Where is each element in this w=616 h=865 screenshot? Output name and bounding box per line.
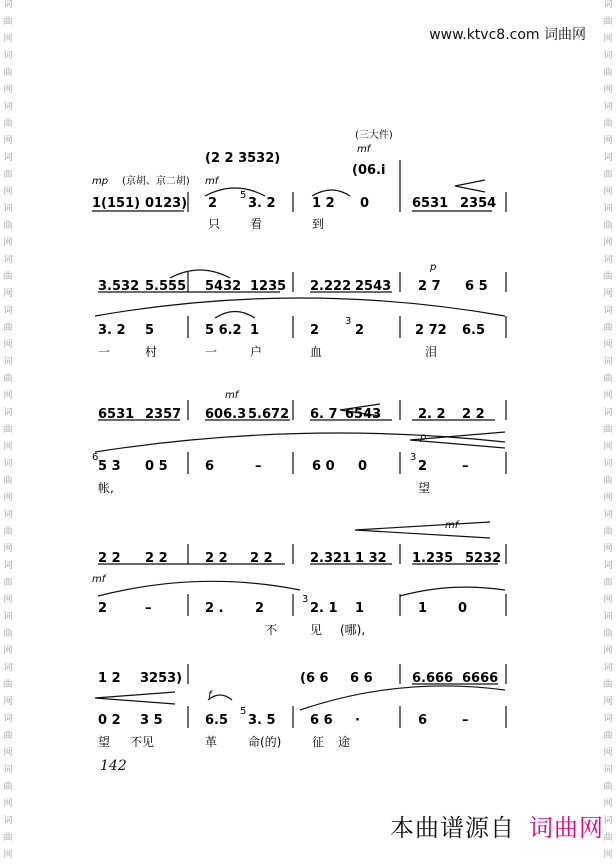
watermark-left: 词 曲 网 词 曲 网 词 曲 网 词 曲 网 词 曲 网 词 曲 网 词 曲 网 词 曲 网 词 曲 网 词 曲 网 词 曲 网 词 曲 网 词 曲 网 词 曲 网 词 曲 网 词 曲 网 词 曲 网 xyxy=(3,0,13,860)
note: 2 . xyxy=(205,601,224,616)
note: 6543 xyxy=(345,407,382,422)
dynamic-mf: mf xyxy=(92,574,106,585)
note: 2357 xyxy=(145,407,182,422)
grace-note: 3 xyxy=(345,316,352,327)
note: 1 xyxy=(355,601,365,616)
note: 1 xyxy=(418,601,428,616)
lyric: 到 xyxy=(312,217,325,231)
grace-note: 3 xyxy=(302,594,309,605)
lyric: 户 xyxy=(250,345,263,359)
page-number: 142 xyxy=(100,758,127,774)
note: 2 xyxy=(255,601,265,616)
lyric: 望 xyxy=(418,481,431,495)
note: 6666 xyxy=(462,671,499,686)
lyric: 一 xyxy=(98,345,111,359)
note: · xyxy=(355,713,360,728)
lyric: 不 xyxy=(265,623,278,637)
lyric: 望 xyxy=(98,735,111,749)
note: 2 2 xyxy=(145,551,168,566)
note: 5 3 xyxy=(98,459,121,474)
phrase-arc xyxy=(400,587,505,596)
note: 5432 xyxy=(205,279,242,294)
note: 2 xyxy=(310,323,320,338)
note: 6.5 xyxy=(205,713,229,728)
note: (6 6 xyxy=(300,671,329,686)
note: 5232 xyxy=(465,551,502,566)
note: 1235 xyxy=(250,279,287,294)
note: 2 2 xyxy=(98,551,121,566)
phrase-arc xyxy=(98,581,300,596)
note: 606.3 xyxy=(205,407,247,422)
note: 6531 xyxy=(98,407,135,422)
slur xyxy=(215,312,255,319)
note: – xyxy=(145,601,152,616)
source-label: 本曲谱源自 xyxy=(390,814,515,842)
lyric: (哪), xyxy=(340,623,366,637)
lyric: 看 xyxy=(250,217,263,231)
note: 3. 5 xyxy=(248,713,276,728)
lyric: 见 xyxy=(310,623,323,637)
note: 6 xyxy=(205,459,215,474)
lyric: 一 xyxy=(205,345,218,359)
note: 2 xyxy=(98,601,108,616)
note: 0 xyxy=(458,601,468,616)
note: 6531 xyxy=(412,196,449,211)
slur xyxy=(205,188,265,196)
lyric: 只 xyxy=(208,217,221,231)
pre-bracket-notes: (2 2 3532) xyxy=(205,151,281,166)
note: 2 2 xyxy=(205,551,228,566)
note: 2.222 xyxy=(310,279,352,294)
note: 2 7 xyxy=(418,279,441,294)
note: 2.321 xyxy=(310,551,352,566)
phrase-arc xyxy=(95,298,505,316)
instrument-note: (三大件) xyxy=(355,130,393,141)
note: 5 xyxy=(145,323,155,338)
note: 3253) xyxy=(140,671,183,686)
note: 2 xyxy=(208,196,218,211)
note: 1 32 xyxy=(355,551,387,566)
note: 2. 1 xyxy=(310,601,338,616)
instrument-label: (京胡、京二胡) xyxy=(122,176,190,187)
note: 6.666 xyxy=(412,671,454,686)
note: 1 xyxy=(250,323,260,338)
lyric: 帐, xyxy=(98,481,114,495)
note: 0 xyxy=(358,459,368,474)
lyric: 不见 xyxy=(130,735,155,749)
note: 0123) xyxy=(145,196,188,211)
note: 3.532 xyxy=(98,279,140,294)
site-url-header[interactable]: www.ktvc8.com 词曲网 xyxy=(429,27,586,43)
note: 6 6 xyxy=(350,671,373,686)
note: – xyxy=(462,713,469,728)
hairpin xyxy=(455,180,485,192)
brand-link[interactable]: 词曲网 xyxy=(529,814,604,842)
lyric: 泪 xyxy=(425,345,438,359)
dynamic-mf: mf xyxy=(357,144,371,155)
dynamic-f: f xyxy=(208,690,212,701)
lyric: 征 xyxy=(312,735,325,749)
note: 2543 xyxy=(355,279,392,294)
grace-note: 5 xyxy=(240,706,247,717)
note: 1 2 xyxy=(98,671,121,686)
note: 6 xyxy=(418,713,428,728)
note: 5.672 xyxy=(248,407,290,422)
orchestra-entry: (06.i xyxy=(352,163,386,178)
note: – xyxy=(462,459,469,474)
slur xyxy=(170,270,230,278)
note: 2 2 xyxy=(250,551,273,566)
dynamic-mf: mf xyxy=(205,176,219,187)
note: 1.235 xyxy=(412,551,454,566)
note: 6 6 xyxy=(310,713,333,728)
source-footer xyxy=(390,808,604,843)
note: 1 2 xyxy=(312,196,335,211)
note: 6.5 xyxy=(462,323,486,338)
note: 2354 xyxy=(460,196,497,211)
note: 1(151) xyxy=(92,196,141,211)
note: 6 5 xyxy=(465,279,488,294)
grace-note: 5 xyxy=(240,190,247,201)
note: 0 xyxy=(360,196,370,211)
dynamic-p: p xyxy=(430,262,437,273)
note: 6 0 xyxy=(312,459,335,474)
lyric: 村 xyxy=(145,345,158,359)
lyric: 革 xyxy=(205,735,218,749)
dynamic-p: p xyxy=(420,432,427,443)
note: 3 5 xyxy=(140,713,163,728)
note: 0 5 xyxy=(145,459,168,474)
dynamic-mf: mf xyxy=(225,390,239,401)
hairpin xyxy=(95,692,175,704)
note: 5.555 xyxy=(145,279,187,294)
lyric: 血 xyxy=(310,345,323,359)
note: – xyxy=(255,459,262,474)
watermark-right: 词 曲 网 词 曲 网 词 曲 网 词 曲 网 词 曲 网 词 曲 网 词 曲 网 词 曲 网 词 曲 网 词 曲 网 词 曲 网 词 曲 网 词 曲 网 词 曲 网 词 曲 网 词 曲 网 词 曲 网 xyxy=(603,0,613,860)
note: 5 6.2 xyxy=(205,323,242,338)
lyric: 途 xyxy=(338,735,351,749)
dynamic-mp: mp xyxy=(92,176,109,187)
grace-note: 3 xyxy=(410,452,417,463)
note: 3. 2 xyxy=(98,323,126,338)
phrase-arc xyxy=(300,686,505,710)
note: 0 2 xyxy=(98,713,121,728)
note: 6. 7 xyxy=(310,407,338,422)
note: 2 xyxy=(355,323,365,338)
note: 2 2 xyxy=(462,407,485,422)
dynamic-mf: mf xyxy=(445,520,459,531)
lyric: 命(的) xyxy=(248,735,282,749)
note: 2 72 xyxy=(415,323,447,338)
hairpin xyxy=(355,522,490,538)
slur xyxy=(208,695,232,700)
note: 3. 2 xyxy=(248,196,276,211)
note: 2. 2 xyxy=(418,407,446,422)
grace-note: 6 xyxy=(92,452,99,463)
note: 2 xyxy=(418,459,428,474)
